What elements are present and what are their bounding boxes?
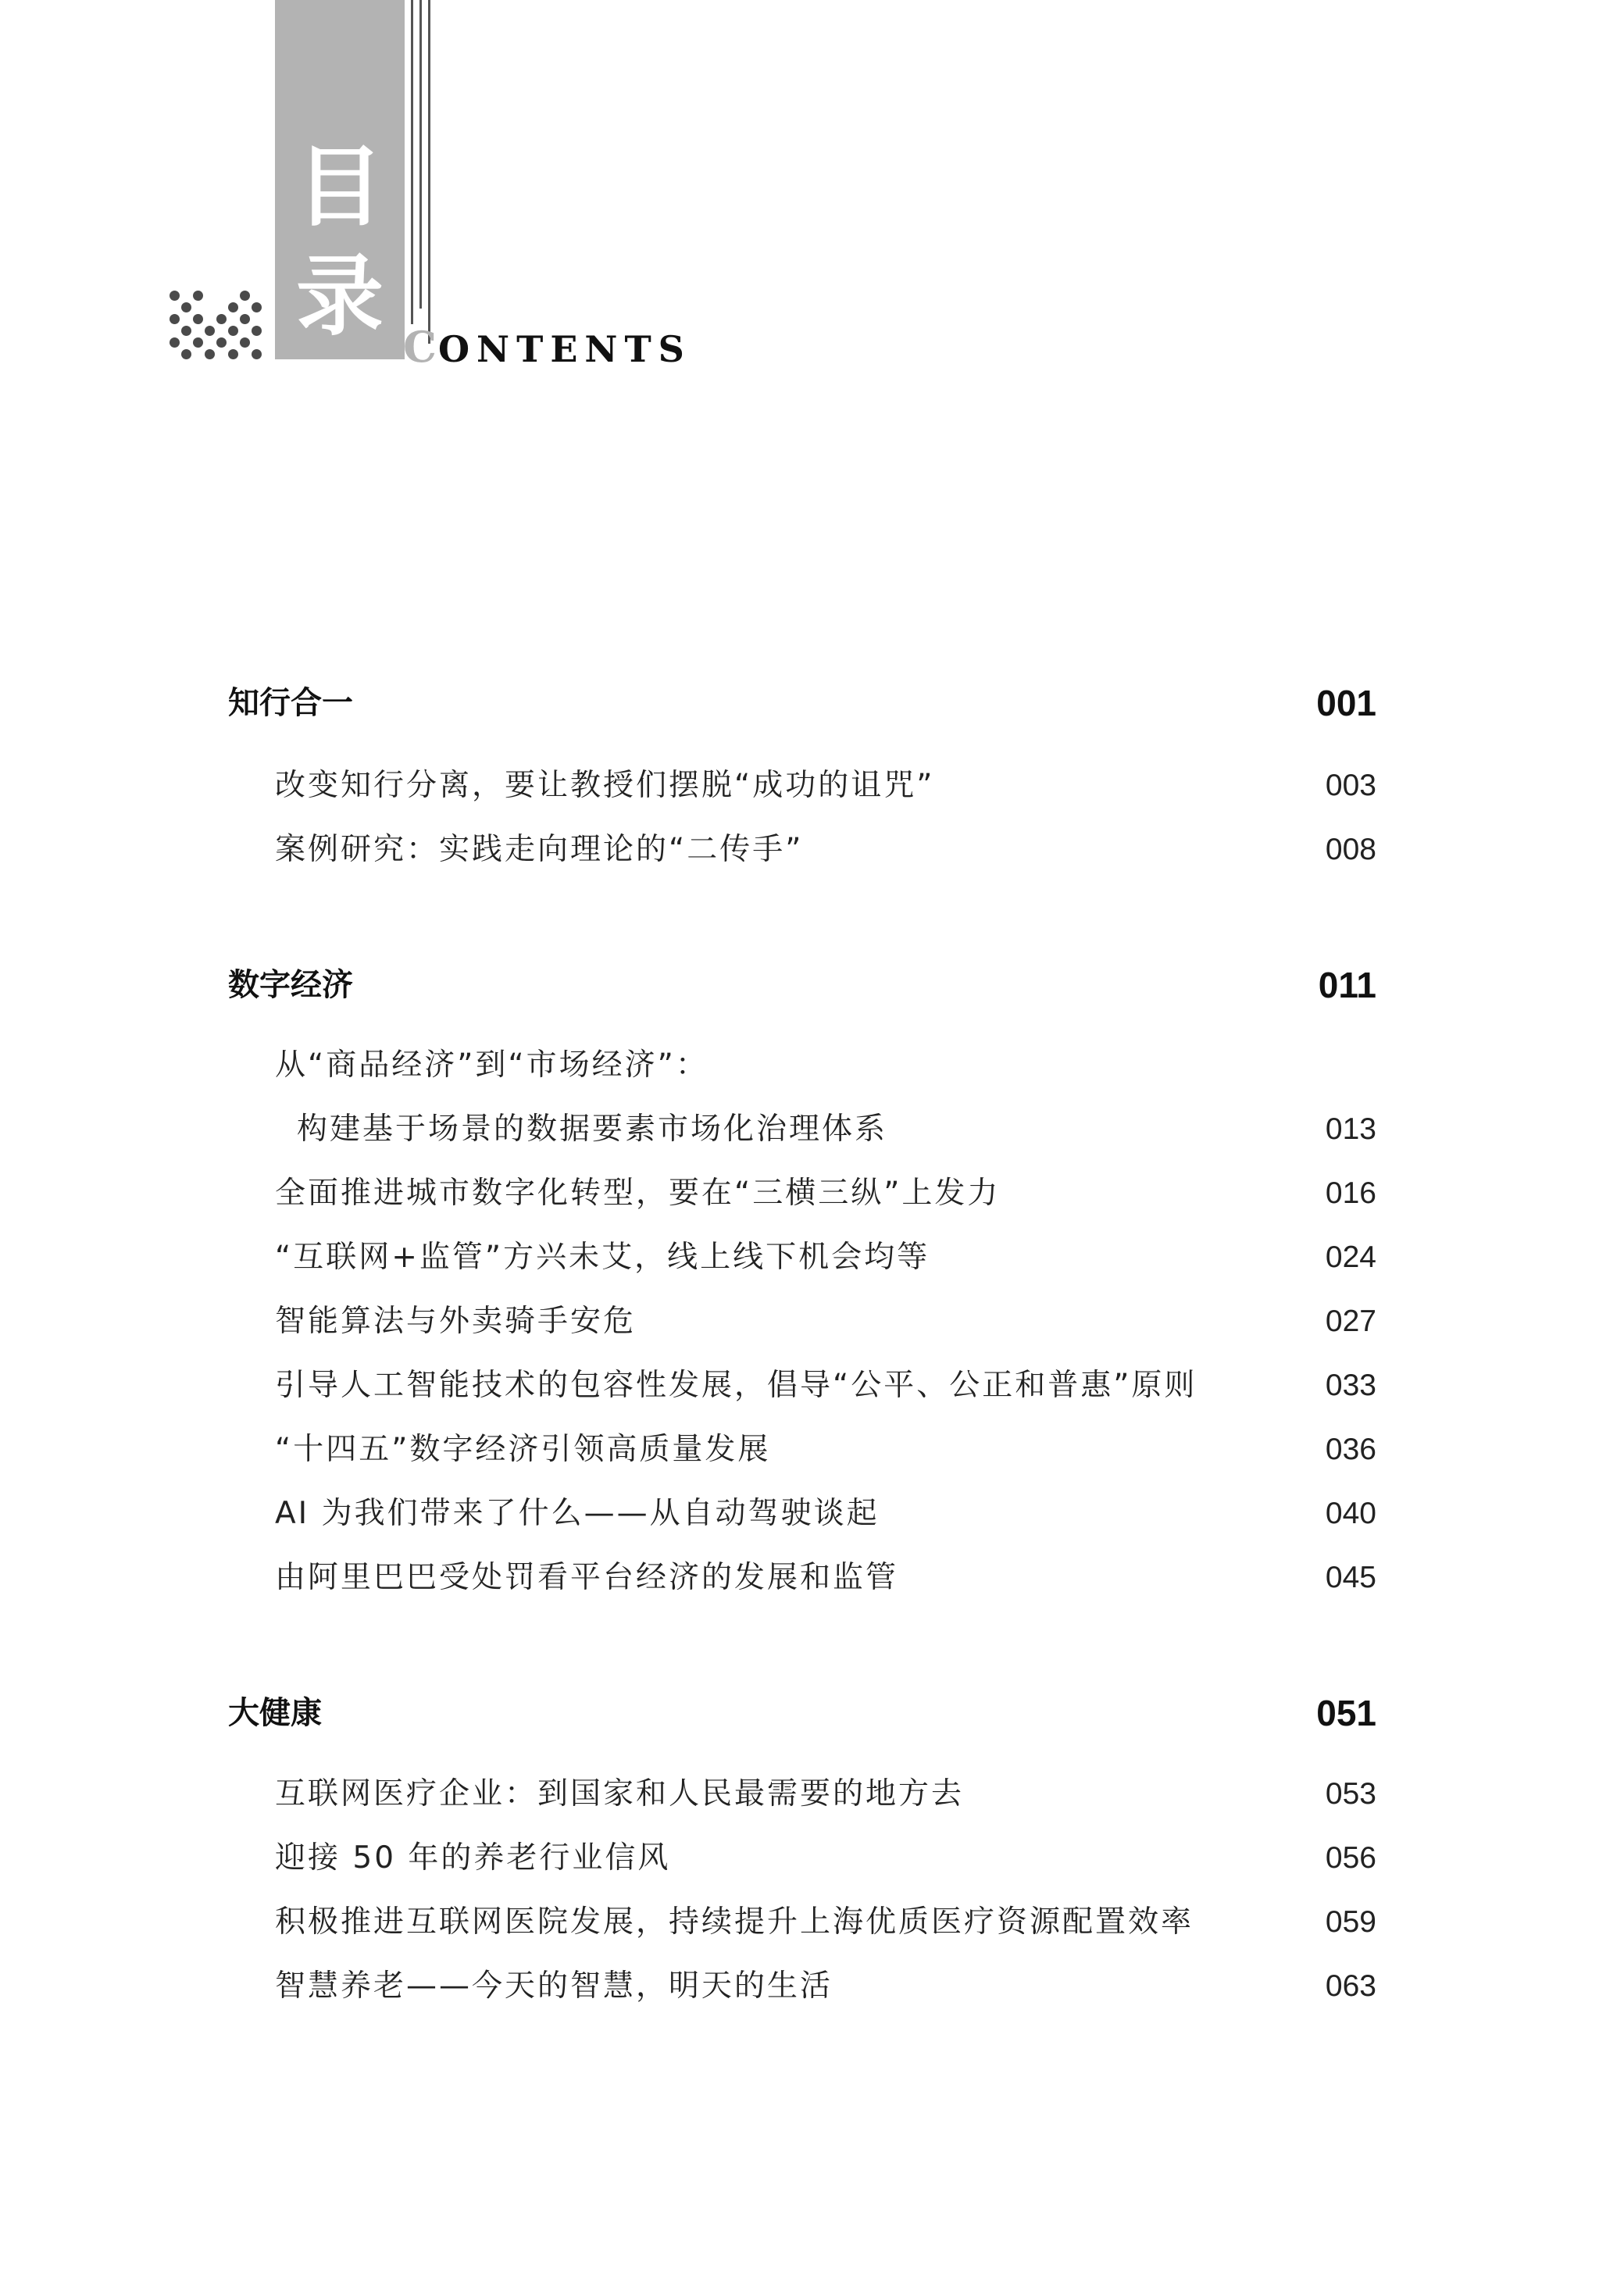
section-page-number: 051 [1316, 1693, 1376, 1733]
entry-title: AI 为我们带来了什么——从自动驾驶谈起 [275, 1496, 880, 1531]
entry-page-number: 036 [1325, 1433, 1376, 1466]
entry-title: 智能算法与外卖骑手安危 [275, 1304, 637, 1339]
toc-entry[interactable] [275, 1835, 1376, 1882]
decorative-dot [228, 302, 238, 312]
decorative-dot [216, 337, 227, 348]
decorative-dot [240, 314, 250, 324]
decorative-dot [252, 326, 262, 336]
decorative-dot [228, 326, 238, 336]
entry-page-number: 063 [1325, 1969, 1376, 2003]
toc-entry[interactable] [275, 1963, 1376, 2010]
section-title: 数字经济 [228, 967, 353, 1003]
toc-section-heading[interactable] [228, 1690, 1376, 1736]
title-char-lu: 录 [296, 246, 384, 348]
decorative-dot [240, 291, 250, 301]
entry-title: 由阿里巴巴受处罚看平台经济的发展和监管 [275, 1560, 899, 1595]
entry-page-number: 024 [1325, 1240, 1376, 1274]
entry-page-number: 013 [1325, 1112, 1376, 1146]
toc-section-heading[interactable] [228, 962, 1376, 1008]
toc-entry[interactable] [275, 1042, 1376, 1089]
decorative-dot [170, 314, 180, 324]
decorative-dot [181, 349, 191, 359]
decorative-dot [193, 291, 203, 301]
toc-entry[interactable] [275, 762, 1376, 809]
decorative-dot [170, 337, 180, 348]
toc-entry[interactable] [275, 1362, 1376, 1409]
entry-title: 构建基于场景的数据要素市场化治理体系 [297, 1112, 888, 1147]
toc-entry[interactable] [275, 1426, 1376, 1473]
toc-entry[interactable] [275, 1490, 1376, 1537]
entry-title: 积极推进互联网医院发展，持续提升上海优质医疗资源配置效率 [275, 1904, 1194, 1940]
toc-section-heading[interactable] [228, 680, 1376, 726]
entry-page-number: 027 [1325, 1305, 1376, 1338]
entry-page-number: 033 [1325, 1369, 1376, 1402]
decorative-dot [170, 291, 180, 301]
decorative-dot [240, 337, 250, 348]
title-block [275, 0, 405, 359]
entry-title: “十四五”数字经济引领高质量发展 [275, 1432, 771, 1467]
toc-entry[interactable] [275, 1899, 1376, 1946]
entry-title: 迎接 50 年的养老行业信风 [275, 1840, 671, 1876]
contents-rest: ONTENTS [437, 328, 691, 370]
entry-page-number: 053 [1325, 1777, 1376, 1811]
contents-heading [403, 322, 691, 372]
decorative-dot [252, 349, 262, 359]
decorative-dot [252, 302, 262, 312]
entry-title: 全面推进城市数字化转型，要在“三横三纵”上发力 [275, 1176, 1001, 1211]
decorative-dot [181, 326, 191, 336]
entry-page-number: 059 [1325, 1905, 1376, 1939]
toc-entry[interactable] [275, 1554, 1376, 1601]
entry-title: 智慧养老——今天的智慧，明天的生活 [275, 1968, 833, 2004]
vertical-rule [419, 0, 422, 309]
decorative-dot [205, 349, 215, 359]
title-char-mu: 目 [296, 137, 384, 238]
decorative-dot [181, 302, 191, 312]
contents-initial: C [403, 322, 438, 372]
entry-page-number: 008 [1325, 833, 1376, 866]
entry-page-number: 016 [1325, 1176, 1376, 1210]
toc-entry[interactable] [275, 1106, 1376, 1153]
decorative-dot [216, 314, 227, 324]
toc-entry[interactable] [275, 826, 1376, 873]
entry-page-number: 003 [1325, 769, 1376, 802]
decorative-dot [205, 326, 215, 336]
toc-entry[interactable] [275, 1170, 1376, 1217]
entry-title: 从“商品经济”到“市场经济”： [275, 1048, 708, 1083]
section-title: 知行合一 [228, 685, 353, 721]
vertical-rule [428, 0, 430, 344]
entry-title: 案例研究：实践走向理论的“二传手” [275, 832, 804, 867]
entry-title: 引导人工智能技术的包容性发展，倡导“公平、公正和普惠”原则 [275, 1368, 1197, 1403]
toc-entry[interactable] [275, 1298, 1376, 1345]
entry-page-number: 040 [1325, 1497, 1376, 1530]
toc-entry[interactable] [275, 1771, 1376, 1818]
section-page-number: 001 [1316, 683, 1376, 723]
entry-title: 改变知行分离，要让教授们摆脱“成功的诅咒” [275, 768, 935, 803]
toc-entry[interactable] [275, 1234, 1376, 1281]
section-title: 大健康 [228, 1695, 322, 1731]
decorative-dot [228, 349, 238, 359]
entry-page-number: 056 [1325, 1841, 1376, 1875]
section-page-number: 011 [1318, 965, 1376, 1005]
entry-title: 互联网医疗企业：到国家和人民最需要的地方去 [275, 1776, 965, 1811]
entry-title: “互联网+监管”方兴未艾，线上线下机会均等 [275, 1240, 930, 1275]
entry-page-number: 045 [1325, 1561, 1376, 1594]
decorative-dot [193, 337, 203, 348]
decorative-dot [193, 314, 203, 324]
vertical-rule [411, 0, 413, 324]
